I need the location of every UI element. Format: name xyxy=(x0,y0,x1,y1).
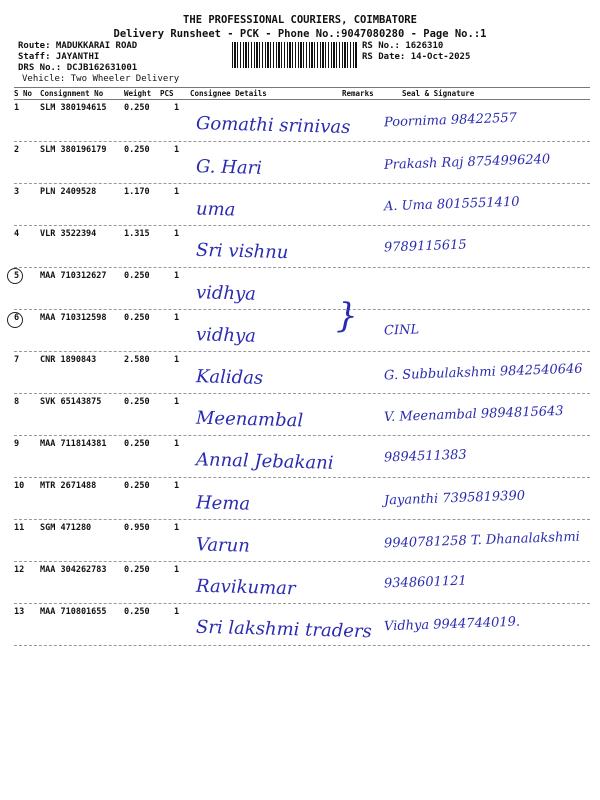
row-consignment-no: SLM 380194615 xyxy=(40,103,107,113)
row-sno: 9 xyxy=(14,439,20,449)
row-weight: 0.950 xyxy=(124,523,150,533)
row-pcs: 1 xyxy=(174,229,180,239)
row-weight: 0.250 xyxy=(124,481,150,491)
row-sno: 3 xyxy=(14,187,20,197)
row-sno: 8 xyxy=(14,397,20,407)
row-signature-handwritten: Poornima 98422557 xyxy=(383,110,518,131)
col-sno: S No xyxy=(14,89,33,98)
row-sno: 10 xyxy=(14,481,25,491)
col-seal-signature: Seal & Signature xyxy=(402,89,475,98)
vehicle-label: Vehicle: Two Wheeler Delivery xyxy=(22,74,180,84)
row-consignee-handwritten: Meenambal xyxy=(195,407,304,432)
row-sno: 12 xyxy=(14,565,25,575)
row-divider xyxy=(14,645,590,646)
row-pcs: 1 xyxy=(174,439,180,449)
row-pcs: 1 xyxy=(174,565,180,575)
row-weight: 1.315 xyxy=(124,229,150,239)
row-signature-handwritten: Prakash Raj 8754996240 xyxy=(383,152,551,173)
row-consignment-no: VLR 3522394 xyxy=(40,229,97,239)
row-consignee-handwritten: vidhya xyxy=(195,282,257,305)
row-weight: 0.250 xyxy=(124,607,150,617)
row-consignment-no: MAA 710312627 xyxy=(40,271,107,281)
row-consignment-no: MTR 2671488 xyxy=(40,481,97,491)
row-divider xyxy=(14,435,590,436)
row-weight: 0.250 xyxy=(124,271,150,281)
row-weight: 0.250 xyxy=(124,565,150,575)
row-pcs: 1 xyxy=(174,397,180,407)
row-signature-handwritten: V. Meenambal 9894815643 xyxy=(383,403,564,426)
row-weight: 2.580 xyxy=(124,355,150,365)
row-divider xyxy=(14,141,590,142)
row-signature-handwritten: Vidhya 9944744019. xyxy=(383,614,521,635)
row-pcs: 1 xyxy=(174,481,180,491)
row-divider xyxy=(14,561,590,562)
route-label: Route: MADUKKARAI ROAD xyxy=(18,41,138,51)
row-divider xyxy=(14,267,590,268)
row-consignment-no: MAA 304262783 xyxy=(40,565,107,575)
row-divider xyxy=(14,477,590,478)
row-sno: 5 xyxy=(14,271,20,281)
row-signature-handwritten: A. Uma 8015551410 xyxy=(383,194,520,215)
col-remarks: Remarks xyxy=(342,89,374,98)
row-weight: 1.170 xyxy=(124,187,150,197)
row-pcs: 1 xyxy=(174,271,180,281)
row-sno: 7 xyxy=(14,355,20,365)
row-divider xyxy=(14,351,590,352)
row-consignee-handwritten: vidhya xyxy=(195,324,257,347)
row-5-circle-mark xyxy=(7,268,23,284)
row-weight: 0.250 xyxy=(124,397,150,407)
drs-label: DRS No.: DCJB162631001 xyxy=(18,63,138,73)
document-subtitle: Delivery Runsheet - PCK - Phone No.:9047080280 - Page No.:1 xyxy=(113,28,487,40)
row-divider xyxy=(14,603,590,604)
row-consignee-handwritten: Ravikumar xyxy=(195,575,296,600)
row-sno: 2 xyxy=(14,145,20,155)
bracket-mark: } xyxy=(336,296,358,336)
row-signature-handwritten: G. Subbulakshmi 9842540646 xyxy=(383,361,583,384)
row-consignee-handwritten: Kalidas xyxy=(195,366,264,389)
row-pcs: 1 xyxy=(174,103,180,113)
col-consignee: Consignee Details xyxy=(190,89,267,98)
row-sno: 4 xyxy=(14,229,20,239)
document-title: THE PROFESSIONAL COURIERS, COIMBATORE xyxy=(183,14,417,26)
row-signature-handwritten: CINL xyxy=(383,322,420,339)
row-consignment-no: SVK 65143875 xyxy=(40,397,102,407)
row-weight: 0.250 xyxy=(124,145,150,155)
row-signature-handwritten: 9940781258 T. Dhanalakshmi xyxy=(383,529,581,552)
row-divider xyxy=(14,309,590,310)
row-sno: 13 xyxy=(14,607,25,617)
row-consignee-handwritten: Sri lakshmi traders xyxy=(195,616,373,643)
row-divider xyxy=(14,519,590,520)
header-bottom-rule xyxy=(14,99,590,100)
row-divider xyxy=(14,393,590,394)
row-divider xyxy=(14,183,590,184)
row-6-circle-mark xyxy=(7,312,23,328)
row-consignment-no: SLM 380196179 xyxy=(40,145,107,155)
row-consignee-handwritten: Annal Jebakani xyxy=(195,449,334,474)
row-pcs: 1 xyxy=(174,313,180,323)
staff-label: Staff: JAYANTHI xyxy=(18,52,100,62)
barcode xyxy=(232,42,358,68)
row-consignee-handwritten: Sri vishnu xyxy=(195,239,289,264)
row-signature-handwritten: Jayanthi 7395819390 xyxy=(383,488,526,509)
row-pcs: 1 xyxy=(174,355,180,365)
rs-date: RS Date: 14-Oct-2025 xyxy=(362,52,471,62)
row-sno: 11 xyxy=(14,523,25,533)
col-weight: Weight xyxy=(124,89,152,98)
col-consignment: Consignment No xyxy=(40,89,104,98)
row-sno: 1 xyxy=(14,103,20,113)
row-consignee-handwritten: Hema xyxy=(195,492,251,515)
row-pcs: 1 xyxy=(174,523,180,533)
row-weight: 0.250 xyxy=(124,439,150,449)
row-consignment-no: CNR 1890843 xyxy=(40,355,97,365)
row-signature-handwritten: 9789115615 xyxy=(383,237,467,256)
row-consignee-handwritten: Gomathi srinivas xyxy=(195,112,351,139)
row-pcs: 1 xyxy=(174,187,180,197)
header-top-rule xyxy=(14,87,590,88)
row-pcs: 1 xyxy=(174,145,180,155)
row-sno: 6 xyxy=(14,313,20,323)
row-consignment-no: PLN 2409528 xyxy=(40,187,97,197)
row-signature-handwritten: 9894511383 xyxy=(383,447,467,466)
row-weight: 0.250 xyxy=(124,313,150,323)
row-consignee-handwritten: Varun xyxy=(195,534,251,557)
row-signature-handwritten: 9348601121 xyxy=(383,573,467,592)
row-consignment-no: MAA 710312598 xyxy=(40,313,107,323)
row-pcs: 1 xyxy=(174,607,180,617)
row-consignee-handwritten: uma xyxy=(195,198,236,221)
col-pcs: PCS xyxy=(160,89,174,98)
row-consignment-no: MAA 710801655 xyxy=(40,607,107,617)
row-divider xyxy=(14,225,590,226)
row-consignee-handwritten: G. Hari xyxy=(195,156,263,179)
row-consignment-no: MAA 711814381 xyxy=(40,439,107,449)
row-consignment-no: SGM 471280 xyxy=(40,523,92,533)
row-weight: 0.250 xyxy=(124,103,150,113)
rs-number: RS No.: 1626310 xyxy=(362,41,444,51)
